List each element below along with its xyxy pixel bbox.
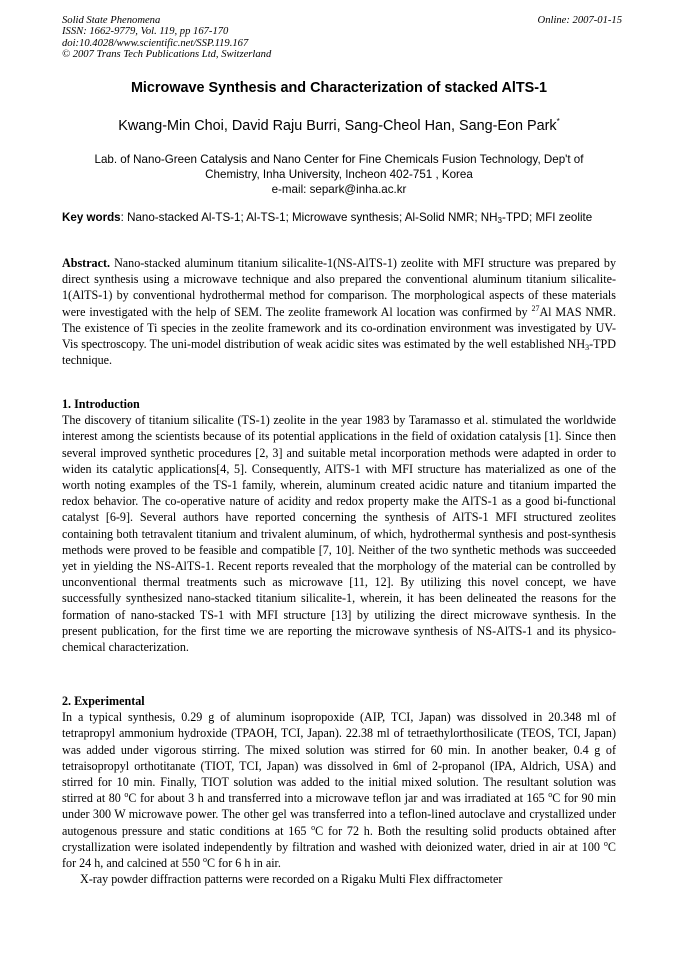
experimental-heading: 2. Experimental (62, 694, 145, 708)
journal-header (62, 15, 622, 61)
abstract-text-b: Al MAS NMR. The existence of Ti species in the zeolite framework and its co-ordination environment was investigated by UV-Vis spectroscopy. The uni-model distribution of weak acidic sites was estimated by the well established NH (62, 304, 616, 352)
exp-text-6: C for 6 h in air. (207, 856, 281, 871)
journal-doi: doi:10.4028/www.scientific.net/SSP.119.167 (62, 37, 249, 49)
abstract-sub: 3 (585, 343, 590, 353)
abstract (62, 255, 616, 368)
abstract-label: Abstract. (62, 256, 111, 270)
experimental-paragraph-2: X-ray powder diffraction patterns were recorded on a Rigaku Multi Flex diffractometer (80, 872, 503, 887)
keywords-text-b: -TPD; MFI zeolite (502, 211, 593, 224)
exp-text-5: C for 24 h, and calcined at 550 (62, 839, 616, 871)
journal-issn: ISSN: 1662-9779, Vol. 119, pp 167-170 (62, 26, 229, 38)
degree-mark: o (311, 822, 316, 832)
abstract-text-a: Nano-stacked aluminum titanium silicalite-1(NS-AlTS-1) zeolite with MFI structure was prepared by direct synthesis using a microwave technique and also prepared the conventional aluminum titanium silicalite-1(AlTS-1) by conventional hydrothermal method for comparison. The morphological aspects of these materials were investigated with the help of SEM. The zeolite framework Al location was confirmed by (62, 256, 616, 319)
affiliation-line-2: Chemistry, Inha University, Incheon 402-751 , Korea (205, 167, 473, 181)
degree-mark: o (603, 838, 608, 848)
introduction-heading: 1. Introduction (62, 397, 140, 411)
journal-name: Solid State Phenomena (62, 15, 161, 26)
journal-copyright: © 2007 Trans Tech Publications Ltd, Switzerland (62, 49, 272, 61)
online-date: Online: 2007-01-15 (537, 15, 622, 26)
experimental-section (62, 693, 616, 887)
degree-mark: o (548, 790, 553, 800)
exp-text-2: C for about 3 h and transferred into a microwave teflon jar and was irradiated at 165 (128, 791, 549, 806)
exp-text-4: C for 72 h. Both the resulting solid products obtained after crystallization were isolated independently by filtration and washed with deionized water, dried in air at 100 (62, 823, 616, 854)
email: e-mail: separk@inha.ac.kr (271, 182, 407, 196)
introduction-paragraph: The discovery of titanium silicalite (TS-1) zeolite in the year 1983 by Taramasso et al. stimulated the worldwide interest among the scientists because of its potential applications in the field of oxidation catalysis [1]. Since then several improved synthetic procedures [2, 3] and suitable metal incorporation methods were adapted in order to widen its catalytic applications[4, 5]. Consequently, AlTS-1 with MFI structure has materialized as one of the worth noting examples of the TS-1 family, wherein, aluminum created acidic nature and titanium imparted the redox behavior. The co-operative nature of acidity and redox property make the AlTS-1 as a good bi-functional catalyst [6-9]. Several authors have reported concerning the synthesis of AlTS-1 MFI structured zeolites containing both tetravalent titanium and trivalent aluminum, of which, hydrothermal synthesis and post-synthesis methods were proved to be feasible and compatible [7, 10]. Neither of the two synthetic methods was succeeded yet in yielding the NS-AlTS-1. Recent reports revealed that the morphology of the material can be controlled by unconventional thermal treatments such as microwave [11, 12]. By utilizing this novel concept, we have successfully synthesized nano-stacked titanium silicalite-1, wherein, it has been delineated the reasons for the formation of nano-stacked TS-1 with MFI structure [13] by utilizing the direct microwave synthesis. In the present publication, for the first time we are reporting the microwave synthesis of NS-AlTS-1 and its physico-chemical characterization. (62, 413, 616, 655)
affiliation (62, 153, 616, 197)
corresponding-author-mark: * (556, 117, 560, 126)
paper-title: Microwave Synthesis and Characterization of stacked AlTS-1 (130, 80, 548, 96)
exp-text-3: C for 90 min under 300 W microwave power. The other gel was transferred into a teflon-lined autoclave and crystallized under autogenous pressure and static conditions at 165 (62, 791, 616, 838)
experimental-paragraph (62, 709, 616, 871)
degree-mark: o (203, 855, 208, 865)
abstract-text-c: -TPD technique. (62, 337, 616, 368)
keywords-label: Key words (62, 211, 121, 224)
author-list (62, 117, 616, 134)
abstract-sup: 27 (531, 303, 540, 313)
affiliation-line-1: Lab. of Nano-Green Catalysis and Nano Center for Fine Chemicals Fusion Technology, Dep't of (94, 153, 584, 166)
introduction-section (62, 396, 616, 655)
keywords-sub: 3 (497, 216, 502, 225)
degree-mark: o (124, 790, 129, 800)
keywords-text-a: : Nano-stacked Al-TS-1; Al-TS-1; Microwave synthesis; Al-Solid NMR; NH (120, 211, 498, 224)
exp-text-1: In a typical synthesis, 0.29 g of aluminum isopropoxide (AIP, TCI, Japan) was dissolved in 20.348 ml of tetrapropyl ammonium hydroxide (TPAOH, TCI, Japan). 22.38 ml of tetraethylorthosilicate (TEOS, TCI, Japan) was added under vigorous stirring. The mixed solution was stirred for 60 min. In another beaker, 0.4 g of tetraisopropyl orthotitanate (TIOT, TCI, Japan) was dissolved in 6ml of 2-propanol (IPA, Aldrich, USA) and stirred for 10 min. Finally, TIOT solution was added to the initial mixed solution. The resultant solution was stirred at 80 (62, 710, 616, 806)
keywords (62, 210, 616, 228)
authors-text: Kwang-Min Choi, David Raju Burri, Sang-Cheol Han, Sang-Eon Park (118, 118, 557, 134)
